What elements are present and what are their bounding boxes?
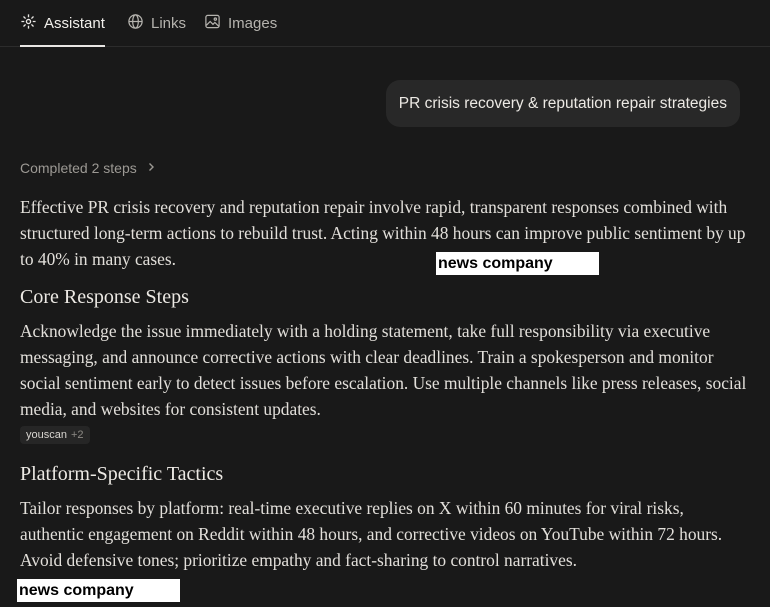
source-chip[interactable] <box>20 426 90 444</box>
tab-assistant[interactable] <box>20 0 105 46</box>
globe-icon <box>127 13 144 34</box>
section-heading-core-response: Core Response Steps <box>20 286 189 308</box>
platform-tactics-paragraph: Tailor responses by platform: real-time executive replies on X within 60 minutes for viral risks, authentic engagement on Reddit within 48 hours, and corrective videos on YouTube within 72 hours. Avoid defensive tones; prioritize empathy and fact-sharing to control narratives. <box>20 498 723 570</box>
tab-images[interactable] <box>204 0 277 46</box>
section-heading-platform-tactics: Platform-Specific Tactics <box>20 463 224 485</box>
completed-steps-label: Completed 2 steps <box>20 160 137 176</box>
source-name: youscan <box>26 429 67 441</box>
intro-paragraph: Effective PR crisis recovery and reputation repair involve rapid, transparent responses combined with structured long-term actions to rebuild trust. Acting within 48 hours can improve public sentiment by up to 40% in many cases. <box>20 197 746 269</box>
tab-links-label: Links <box>151 14 187 32</box>
watermark-overlay: news company <box>436 252 599 275</box>
user-query-text: PR crisis recovery & reputation repair strategies <box>398 94 727 112</box>
tab-assistant-label: Assistant <box>44 14 105 32</box>
assistant-icon <box>20 13 37 34</box>
core-response-paragraph: Acknowledge the issue immediately with a holding statement, take full responsibility via executive messaging, and announce corrective actions with clear deadlines. Train a spokesperson and monitor social sentiment early to detect issues before escalation. Use multiple channels like press releases, social media, and websites for consistent updates. <box>20 321 747 419</box>
tab-links[interactable] <box>127 0 186 46</box>
image-icon <box>204 13 221 34</box>
chevron-right-icon <box>145 160 157 176</box>
watermark-overlay: news company <box>17 579 180 602</box>
tab-images-label: Images <box>228 14 278 32</box>
tab-bar <box>0 0 770 47</box>
user-query-bubble <box>386 80 740 127</box>
completed-steps-toggle[interactable] <box>20 160 157 176</box>
source-more-count: +2 <box>70 429 84 441</box>
